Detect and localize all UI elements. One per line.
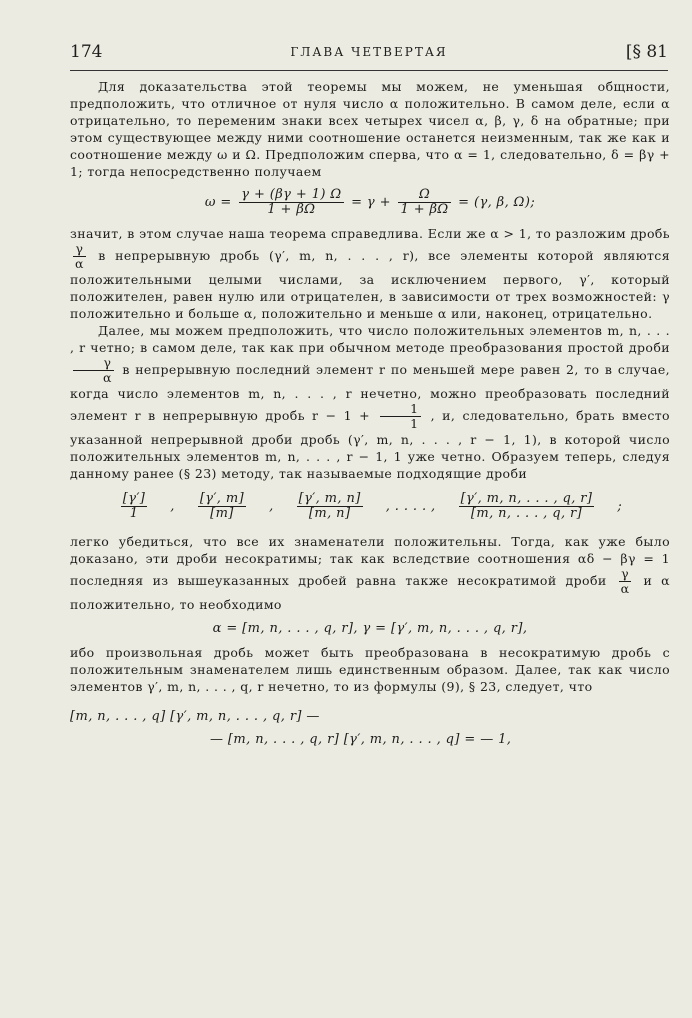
- paragraph-4: легко убедиться, что все их знаменатели положительны. Тогда, как уже было доказано, эти дроби несократимы; так как вследствие соотношения αδ − βγ = 1 последняя из вышеуказанных дробей равна также несократимой дроби $\frac{\gamma}{\alpha}$ и α положительно, то необходимо: [70, 534, 671, 612]
- convergent-1: $\frac{[\gamma']}{1}$: [122, 491, 146, 521]
- convergent-last: $\frac{[\gamma', m, n, . . . , q, r]}{[m, n, . . . , q, r]}$: [460, 491, 593, 521]
- eq1-lhs: ω =: [204, 195, 232, 210]
- eq1-rhs: = (γ, β, Ω);: [458, 195, 536, 210]
- paragraph-3: Далее, мы можем предположить, что число положительных элементов m, n, . . . , r четно; в самом деле, так как при обычном методе преобразования простой дроби $\frac{\gamma}{\alpha}$ в непрерывную последний элемент r по меньшей мере равен 2, то в случае, когда число элементов m, n, . . . , r нечетно, можно преобразовать последний элемент r в непрерывную дробь r − 1 + $\frac{1}{1}$ , и, следовательно, брать вместо указанной непрерывной дроби дробь (γ′, m, n, . . . , r − 1, 1), в которой число положительных элементов m, n, . . . , r − 1, 1 уже четно. Образуем теперь, следуя данному ранее (§ 23) методу, так называемые подходящие дроби: [70, 323, 670, 481]
- equation-alpha-gamma: α = [m, n, . . . , q, r], γ = [γ′, m, n, . . . , q, r],: [212, 621, 528, 636]
- eq1-fraction-1: $\frac{\gamma + (\beta\gamma + 1) \Omega}{1 + \beta\Omega}$: [241, 187, 342, 217]
- paragraph-2: значит, в этом случае наша теорема справедлива. Если же α > 1, то разложим дробь $\frac{\gamma}{\alpha}$ в непрерывную дробь (γ′, m, n, . . . , r), все элементы которой являются положительными целыми числами, за исключением первого, γ′, который положителен, равен нулю или отрицателен, в зависимости от трех возможностей: γ положительно и больше α, положительно и меньше α или, наконец, отрицательно.: [70, 226, 670, 321]
- eq1-fraction-2: $\frac{\Omega}{1 + \beta\Omega}$: [400, 187, 449, 217]
- chapter-title: ГЛАВА ЧЕТВЕРТАЯ: [290, 45, 448, 59]
- paragraph-1: Для доказательства этой теоремы мы можем, не уменьшая общности, предположить, что отличное от нуля число α положительно. В самом деле, если α отрицательно, то переменим знаки всех четырех чисел α, β, γ, δ на обратные; при этом существующее между ними соотношение останется неизменным, так же как и соотношение между ω и Ω. Предположим сперва, что α = 1, следовательно, δ = βγ + 1; тогда непосредственно получаем: [70, 79, 670, 179]
- page-body: [70, 78, 670, 747]
- section-label: [§ 81: [625, 42, 668, 62]
- fraction-gamma-alpha: $\frac{\gamma}{\alpha}$: [75, 241, 84, 271]
- formula-determinant: [70, 709, 670, 747]
- fraction-one-one: $\frac{1}{1}$: [380, 402, 420, 431]
- fraction-gamma-alpha-3: $\frac{\gamma}{\alpha}$: [620, 566, 630, 596]
- running-header: [70, 42, 668, 71]
- convergent-2: $\frac{[\gamma', m]}{[m]}$: [199, 491, 245, 521]
- convergents-list: $\frac{[\gamma']}{1}$ , $\frac{[\gamma', m]}{[m]}$ , $\frac{[\gamma', m, n]}{[m, n]}$ , . . . . , $\frac{[\gamma', m, n, . . . , q, r]}{[m, n, . . . , q, r]}$ ;: [122, 491, 623, 521]
- fraction-gamma-alpha-2: $\frac{\gamma}{\alpha}$: [73, 356, 114, 385]
- page-number: 174: [70, 42, 103, 62]
- convergent-3: $\frac{[\gamma', m, n]}{[m, n]}$: [298, 491, 361, 521]
- formula-line-1: [m, n, . . . , q] [γ′, m, n, . . . , q, r] —: [70, 709, 320, 724]
- eq1-middle: = γ +: [351, 195, 391, 210]
- formula-line-2: — [m, n, . . . , q, r] [γ′, m, n, . . . , q] = — 1,: [210, 732, 512, 747]
- equation-omega: [70, 188, 670, 217]
- paragraph-5: ибо произвольная дробь может быть преобразована в несократимую дробь с положительным знаменателем лишь единственным образом. Далее, так как число элементов γ′, m, n, . . . , q, r нечетно, то из формулы (9), § 23, следует, что: [70, 645, 670, 694]
